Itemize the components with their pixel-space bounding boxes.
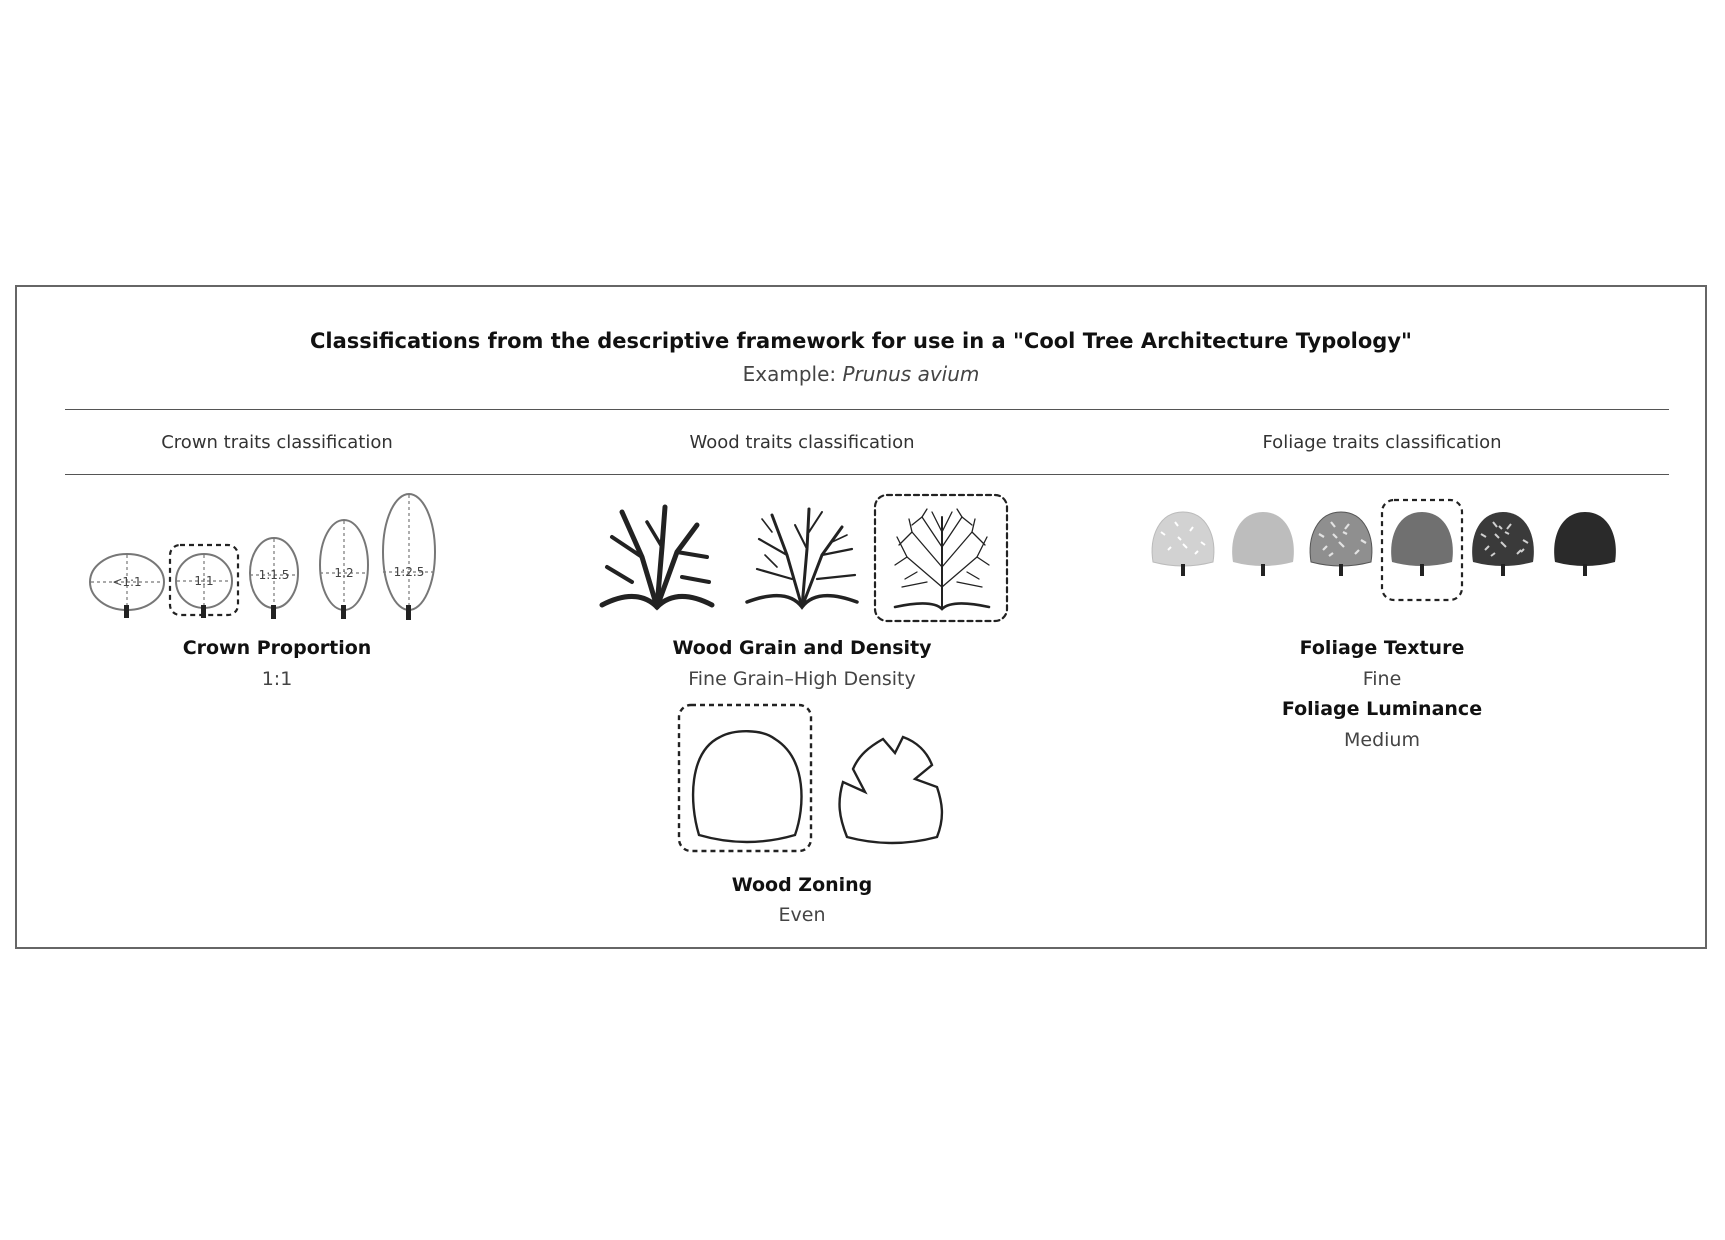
foliage-swatch-fine-light	[1152, 512, 1214, 576]
foliage-swatch-textured-dark	[1472, 512, 1534, 576]
species-name: Prunus avium	[842, 362, 980, 386]
crown-ratio-label: <1:1	[112, 575, 142, 589]
wood-grain-fine-icon	[875, 495, 1007, 621]
foliage-swatches	[1152, 500, 1616, 600]
crown-ratio-label: 1:2.5	[393, 565, 425, 579]
crown-ratio-label: 1:1.5	[258, 568, 290, 582]
classification-panel	[15, 285, 1707, 949]
crown-icon-ratio-4	[383, 494, 435, 620]
foliage-swatch-textured-mid	[1310, 512, 1372, 576]
foliage-luminance-label: Foliage Luminance	[1281, 698, 1483, 720]
icon-canvas	[17, 287, 1709, 951]
wood-grain-label: Wood Grain and Density	[672, 637, 932, 659]
crown-proportion-icons	[90, 494, 435, 620]
wood-grain-coarse-icon	[602, 507, 712, 607]
foliage-swatch-smooth-dark	[1554, 512, 1616, 576]
foliage-column-heading: Foliage traits classification	[1262, 432, 1502, 453]
crown-proportion-label: Crown Proportion	[182, 637, 372, 659]
foliage-swatch-smooth-medium	[1382, 500, 1462, 600]
foliage-texture-value: Fine	[1362, 668, 1402, 690]
foliage-swatch-smooth-light	[1232, 512, 1294, 576]
wood-zoning-value: Even	[778, 904, 826, 926]
crown-proportion-value: 1:1	[261, 668, 293, 690]
wood-grain-medium-icon	[747, 509, 857, 607]
foliage-luminance-value: Medium	[1344, 729, 1420, 751]
wood-grain-value: Fine Grain–High Density	[688, 668, 916, 690]
crown-column-heading: Crown traits classification	[161, 432, 393, 453]
wood-zoning-even-icon	[679, 705, 811, 851]
wood-zoning-uneven-icon	[840, 737, 942, 843]
foliage-texture-label: Foliage Texture	[1299, 637, 1465, 659]
subtitle-prefix: Example:	[742, 362, 843, 386]
wood-column-heading: Wood traits classification	[689, 432, 915, 453]
crown-ratio-label: 1:2	[334, 566, 354, 580]
diagram-title: Classifications from the descriptive framework for use in a "Cool Tree Architecture Typology"	[310, 329, 1412, 353]
crown-ratio-label: 1:1	[194, 574, 214, 588]
wood-zoning-label: Wood Zoning	[731, 874, 873, 896]
